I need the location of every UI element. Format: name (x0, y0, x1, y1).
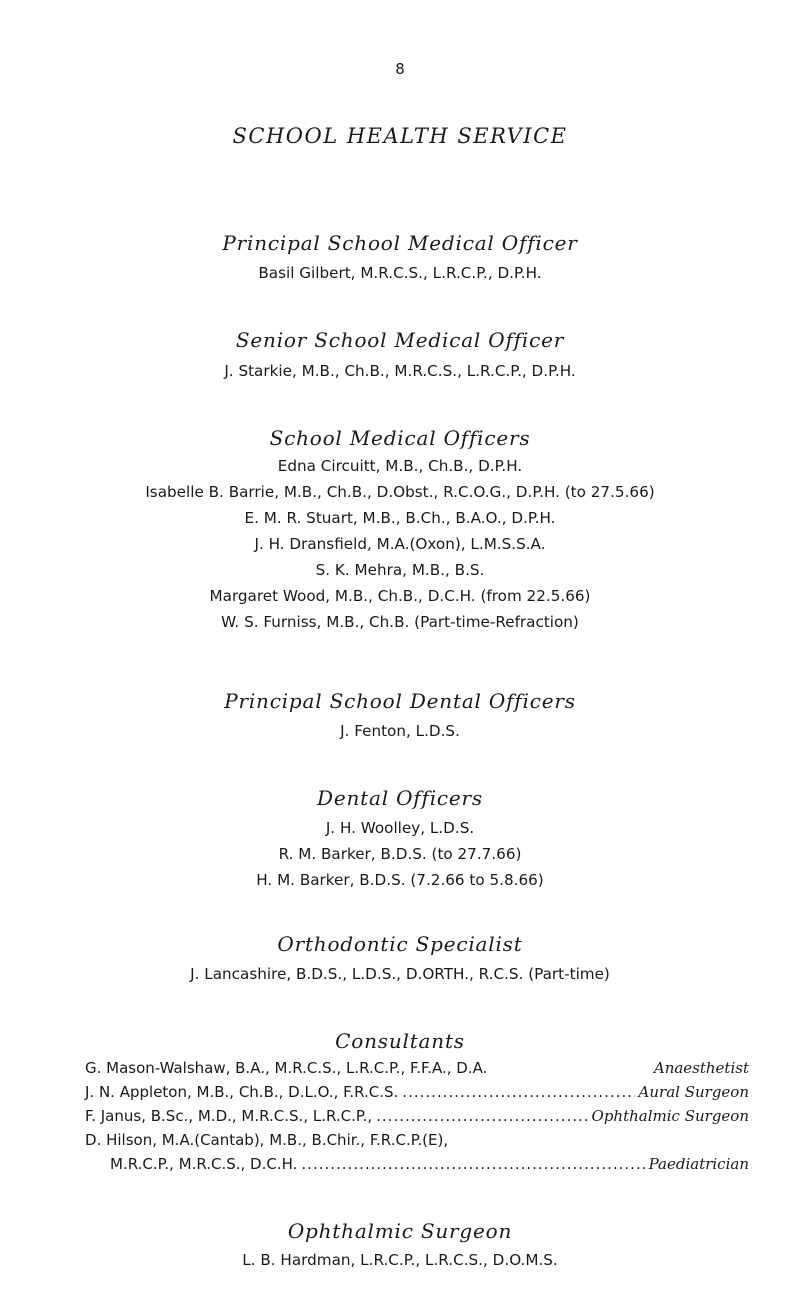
consultant-role: Paediatrician (648, 1155, 749, 1173)
consultant-role: Aural Surgeon (638, 1083, 749, 1101)
dot-leader (402, 1083, 634, 1101)
consultant-name: M.R.C.P., M.R.C.S., D.C.H. (110, 1155, 298, 1173)
page-number: 8 (395, 60, 405, 78)
senior-medical-officer-list (0, 358, 800, 384)
section-heading-orthodontic-specialist: Orthodontic Specialist (277, 932, 523, 956)
staff-entry: Isabelle B. Barrie, M.B., Ch.B., D.Obst., R.C.O.G., D.P.H. (to 27.5.66) (145, 483, 655, 501)
consultant-name: J. N. Appleton, M.B., Ch.B., D.L.O., F.R.C.S. (85, 1083, 399, 1101)
dot-leader (376, 1107, 587, 1125)
staff-entry: R. M. Barker, B.D.S. (to 27.7.66) (278, 845, 522, 863)
staff-entry: J. H. Dransfield, M.A.(Oxon), L.M.S.S.A. (254, 535, 546, 553)
consultant-entry (85, 1131, 749, 1155)
section-heading-consultants: Consultants (335, 1029, 465, 1053)
consultant-role: Anaesthetist (653, 1059, 749, 1077)
principal-medical-officer-list (0, 260, 800, 286)
consultant-name: G. Mason-Walshaw, B.A., M.R.C.S., L.R.C.P., F.F.A., D.A. (85, 1059, 488, 1077)
page-title: SCHOOL HEALTH SERVICE (232, 124, 568, 148)
dot-leader (301, 1155, 644, 1173)
staff-entry: J. Lancashire, B.D.S., L.D.S., D.ORTH., R.C.S. (Part-time) (190, 965, 610, 983)
consultant-entry (85, 1059, 749, 1083)
staff-entry: L. B. Hardman, L.R.C.P., L.R.C.S., D.O.M.S. (242, 1251, 558, 1269)
orthodontic-specialist-list (0, 961, 800, 987)
staff-entry: E. M. R. Stuart, M.B., B.Ch., B.A.O., D.P.H. (244, 509, 556, 527)
consultant-entry (85, 1107, 749, 1131)
staff-entry: Basil Gilbert, M.R.C.S., L.R.C.P., D.P.H. (258, 264, 542, 282)
section-heading-principal-dental-officers: Principal School Dental Officers (224, 689, 576, 713)
section-heading-senior-medical-officer: Senior School Medical Officer (235, 328, 565, 352)
section-heading-ophthalmic-surgeon: Ophthalmic Surgeon (287, 1219, 513, 1243)
consultant-name: F. Janus, B.Sc., M.D., M.R.C.S., L.R.C.P., (85, 1107, 373, 1125)
staff-entry: J. Fenton, L.D.S. (340, 722, 460, 740)
consultant-role: Ophthalmic Surgeon (591, 1107, 749, 1125)
staff-entry: H. M. Barker, B.D.S. (7.2.66 to 5.8.66) (256, 871, 544, 889)
staff-entry: Margaret Wood, M.B., Ch.B., D.C.H. (from 22.5.66) (209, 587, 591, 605)
staff-entry: J. Starkie, M.B., Ch.B., M.R.C.S., L.R.C.P., D.P.H. (224, 362, 576, 380)
section-heading-principal-medical-officer: Principal School Medical Officer (222, 231, 578, 255)
staff-entry: Edna Circuitt, M.B., Ch.B., D.P.H. (277, 457, 523, 475)
staff-entry: J. H. Woolley, L.D.S. (325, 819, 475, 837)
section-heading-dental-officers: Dental Officers (317, 786, 483, 810)
consultant-name: D. Hilson, M.A.(Cantab), M.B., B.Chir., F.R.C.P.(E), (85, 1131, 449, 1149)
principal-dental-officers-list (0, 718, 800, 744)
school-medical-officers-list (0, 453, 800, 635)
dental-officers-list (0, 815, 800, 893)
ophthalmic-surgeon-list (0, 1247, 800, 1273)
consultant-entry-continuation (110, 1155, 749, 1179)
section-heading-school-medical-officers: School Medical Officers (269, 426, 531, 450)
staff-entry: W. S. Furniss, M.B., Ch.B. (Part-time-Refraction) (221, 613, 579, 631)
staff-entry: S. K. Mehra, M.B., B.S. (315, 561, 485, 579)
consultant-entry (85, 1083, 749, 1107)
